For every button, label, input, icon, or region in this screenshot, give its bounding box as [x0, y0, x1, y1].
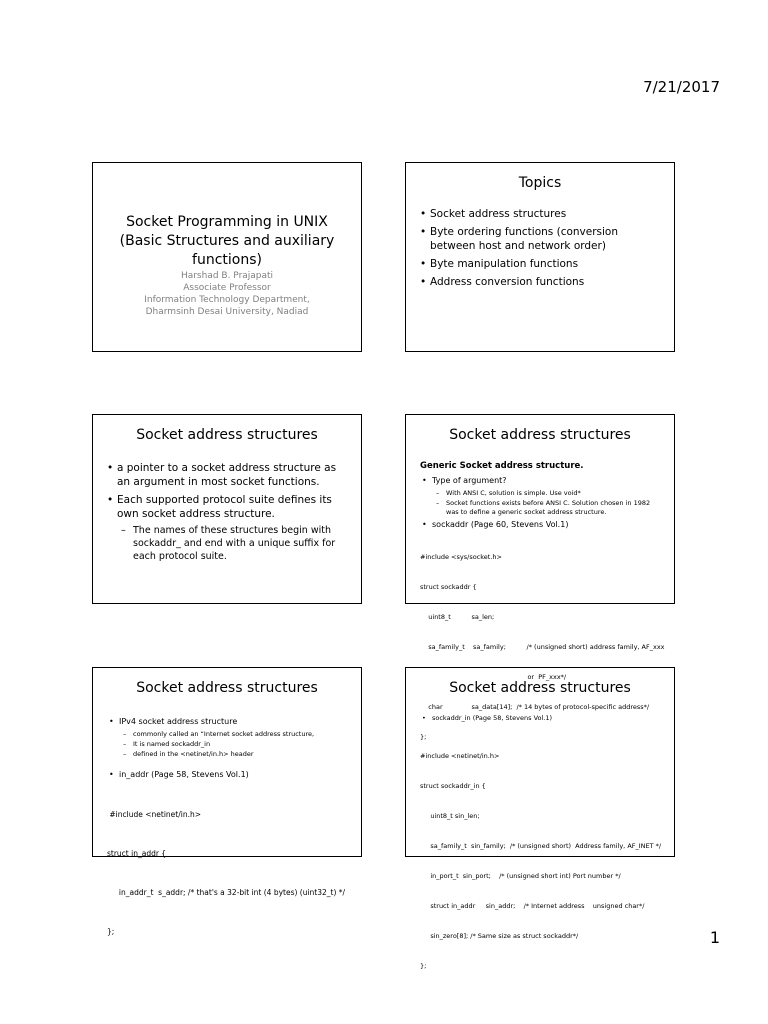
slide-ipv4-sockaddr	[92, 667, 362, 936]
list-item: • a pointer to a socket address structure as an argument in most socket functions.	[105, 461, 351, 489]
code-line: sin_zero[8]; /* Same size as struct sockaddr*/	[420, 932, 579, 940]
slide-heading: Socket address structures	[449, 427, 631, 443]
presentation-title-line-1: Socket Programming in UNIX	[126, 214, 328, 230]
sub-list	[119, 730, 351, 759]
author-name: Harshad B. Prajapati	[180, 271, 274, 281]
code-line: struct sockaddr {	[420, 583, 477, 591]
code-block	[420, 731, 664, 991]
section-heading: Generic Socket address structure.	[420, 461, 584, 471]
list-item: • Address conversion functions	[418, 275, 664, 289]
code-line: };	[420, 962, 427, 970]
list-item: • sockaddr (Page 60, Stevens Vol.1)	[420, 519, 664, 530]
bullet-list	[420, 475, 664, 530]
slide-heading: Socket address structures	[136, 427, 318, 443]
sub-list-item: – commonly called an “Internet socket address structure,	[119, 730, 351, 739]
code-line: };	[107, 927, 115, 936]
bullet-list	[420, 714, 664, 723]
sub-list-item: – With ANSI C, solution is simple. Use void*	[432, 489, 664, 498]
code-line: };	[420, 733, 427, 741]
page-number: 1	[709, 928, 720, 947]
presentation-title-line-2: (Basic Structures and auxiliary	[119, 233, 335, 249]
author-role: Associate Professor	[183, 283, 271, 293]
code-line: struct sockaddr_in {	[420, 782, 486, 790]
code-block	[107, 782, 351, 964]
presentation-title-line-3: functions)	[192, 252, 262, 268]
list-item	[420, 475, 664, 517]
code-line: or PF_xxx*/	[420, 673, 567, 681]
sub-list-item: – The names of these structures begin with sockaddr_ and end with a unique suffix for each protocol suite.	[117, 524, 351, 563]
slide-title	[92, 162, 362, 352]
sub-list-item: – defined in the <netinet/in.h> header	[119, 750, 351, 759]
code-line: uint8_t sa_len;	[420, 613, 495, 621]
sub-list-item: – It is named sockaddr_in	[119, 740, 351, 749]
author-university: Dharmsinh Desai University, Nadiad	[145, 307, 309, 317]
code-line: #include <netinet/in.h>	[107, 810, 201, 819]
list-item: • sockaddr_in (Page 58, Stevens Vol.1)	[420, 714, 664, 723]
bullet-list	[107, 716, 351, 759]
slide-topics	[405, 162, 675, 352]
code-line: #include <netinet/in.h>	[420, 752, 500, 760]
list-item: • Byte manipulation functions	[418, 257, 664, 271]
list-item	[105, 493, 351, 563]
list-item-text: Each supported protocol suite defines its own socket address structure.	[117, 494, 332, 520]
bullet-list-2	[107, 769, 351, 780]
slide-body	[420, 714, 664, 991]
page-date: 7/21/2017	[643, 78, 720, 96]
list-item	[107, 716, 351, 759]
code-line: struct in_addr sin_addr; /* Internet address unsigned char*/	[420, 902, 645, 910]
code-line: in_port_t sin_port; /* (unsigned short int) Port number */	[420, 872, 621, 880]
code-line: uint8_t sin_len;	[420, 812, 480, 820]
slide-body	[107, 716, 351, 964]
slide-heading: Socket address structures	[449, 680, 631, 696]
slide-heading: Topics	[518, 175, 562, 191]
bullet-list	[105, 461, 351, 567]
list-item: • in_addr (Page 58, Stevens Vol.1)	[107, 769, 351, 780]
slide-heading: Socket address structures	[136, 680, 318, 696]
slide-sockaddr-in	[405, 667, 675, 970]
code-line: char sa_data[14]; /* 14 bytes of protocol-specific address*/	[420, 703, 650, 711]
sub-list-item: – Socket functions exists before ANSI C. Solution chosen in 1982 was to define a generic socket address structure.	[432, 499, 664, 517]
title-block	[93, 213, 361, 318]
code-line: sa_family_t sin_family; /* (unsigned short) Address family, AF_INET */	[420, 842, 662, 850]
code-line: #include <sys/socket.h>	[420, 553, 502, 561]
list-item: • Byte ordering functions (conversion between host and network order)	[418, 225, 664, 253]
code-line: in_addr_t s_addr; /* that's a 32-bit int (4 bytes) (uint32_t) */	[107, 888, 346, 897]
author-department: Information Technology Department,	[144, 295, 310, 305]
code-line: sa_family_t sa_family; /* (unsigned short) address family, AF_xxx	[420, 643, 665, 651]
sub-list	[432, 489, 664, 517]
list-item-text: Type of argument?	[432, 476, 507, 485]
topics-list	[418, 207, 664, 293]
slide-socket-address-intro	[92, 414, 362, 604]
sub-list	[117, 524, 351, 563]
list-item: • Socket address structures	[418, 207, 664, 221]
code-line: struct in_addr {	[107, 849, 167, 858]
list-item-text: IPv4 socket address structure	[119, 717, 238, 726]
